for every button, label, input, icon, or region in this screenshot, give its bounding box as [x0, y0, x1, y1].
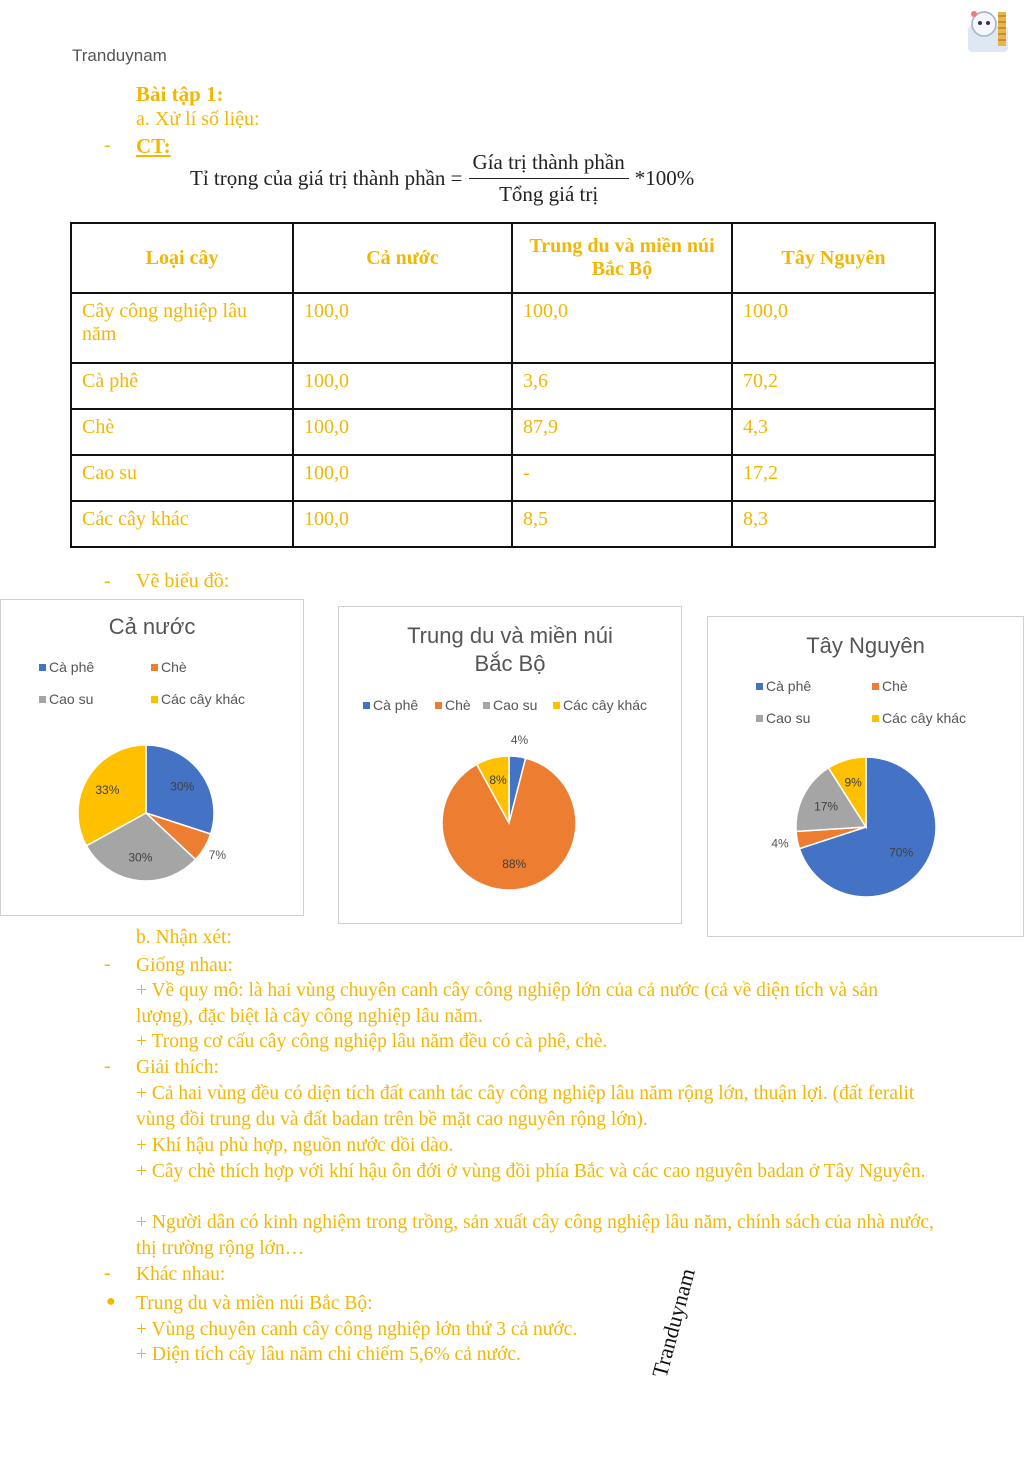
- data-label: 30%: [170, 779, 195, 794]
- legend-label: Chè: [445, 697, 471, 713]
- table-cell: Cây công nghiệp lâu năm: [71, 293, 293, 363]
- table-cell: Cao su: [71, 455, 293, 501]
- legend-label: Các cây khác: [161, 691, 246, 707]
- legend-swatch: [756, 715, 763, 722]
- pie-chart-svg: [1, 600, 303, 915]
- legend-label: Chè: [161, 659, 187, 675]
- formula-numerator: Gía trị thành phần: [469, 150, 629, 179]
- table-row: [71, 363, 935, 409]
- table-cell: 100,0: [293, 455, 512, 501]
- draw-chart-label: Vẽ biểu đồ:: [136, 570, 230, 592]
- region-point-1: + Vùng chuyên canh cây công nghiệp lớn thứ 3 cả nước.: [136, 1319, 578, 1340]
- chart-title: Tây Nguyên: [806, 633, 925, 658]
- table-cell: 70,2: [732, 363, 935, 409]
- table-row: [71, 293, 935, 363]
- legend-swatch: [151, 664, 158, 671]
- data-label: 88%: [502, 857, 527, 872]
- pie-chart-svg: [339, 607, 681, 923]
- pie-chart-svg: [708, 617, 1023, 936]
- legend-label: Cao su: [766, 710, 811, 726]
- legend-swatch: [553, 702, 560, 709]
- formula: [190, 150, 694, 207]
- similar-point-2: + Trong cơ cấu cây công nghiệp lâu năm đều có cà phê, chè.: [136, 1031, 608, 1052]
- formula-lhs: Tỉ trọng của giá trị thành phần =: [190, 166, 463, 190]
- legend-swatch: [872, 715, 879, 722]
- legend-label: Cà phê: [373, 697, 419, 713]
- table-cell: Chè: [71, 409, 293, 455]
- legend-label: Cao su: [493, 697, 538, 713]
- similar-point-1: + Về quy mô: là hai vùng chuyên canh cây công nghiệp lớn của cả nước (cả về diện tích và sản lượng), đặc biệt là cây công nghiệp lâu năm.: [136, 980, 878, 1027]
- explain-point-2: + Khí hậu phù hợp, nguồn nước dồi dào.: [136, 1135, 454, 1156]
- table-header-row: [71, 223, 935, 293]
- formula-rhs: *100%: [634, 166, 695, 190]
- table-cell: 100,0: [512, 293, 732, 363]
- explain-point-3: + Cây chè thích hợp với khí hậu ôn đới ở vùng đồi phía Bắc và các cao nguyên badan ở Tây Nguyên.: [136, 1161, 926, 1182]
- table-header: Loại cây: [71, 223, 293, 293]
- bullet-icon: ●: [106, 1293, 116, 1310]
- table-header: Tây Nguyên: [732, 223, 935, 293]
- part-a-heading: a. Xử lí số liệu:: [136, 108, 260, 130]
- mascot-logo: [962, 6, 1014, 54]
- legend-swatch: [363, 702, 370, 709]
- data-label: 4%: [510, 732, 529, 747]
- legend-swatch: [151, 696, 158, 703]
- legend-label: Chè: [882, 678, 908, 694]
- legend-label: Cao su: [49, 691, 94, 707]
- data-label: 30%: [128, 850, 153, 865]
- data-table: [70, 222, 936, 548]
- legend-label: Cà phê: [49, 659, 95, 675]
- legend-label: Cà phê: [766, 678, 812, 694]
- chart-trung-du: [338, 606, 682, 924]
- chart-title: Cả nước: [108, 614, 196, 639]
- diff-heading: Khác nhau:: [136, 1264, 226, 1285]
- table-cell: 100,0: [293, 409, 512, 455]
- ct-dash: -: [104, 134, 111, 156]
- chart-tay-nguyen: [707, 616, 1024, 937]
- table-row: [71, 501, 935, 547]
- table-cell: 100,0: [732, 293, 935, 363]
- legend-label: Các cây khác: [563, 697, 648, 713]
- explain-heading: Giải thích:: [136, 1057, 219, 1078]
- part-b-heading: b. Nhận xét:: [136, 927, 232, 948]
- data-label: 9%: [844, 775, 862, 790]
- chart-ca-nuoc: [0, 599, 304, 916]
- data-label: 70%: [889, 845, 914, 860]
- explain-point-4: + Người dân có kinh nghiệm trong trồng, sản xuất cây công nghiệp lâu năm, chính sách của nhà nước, thị trường rộng lớn…: [136, 1212, 934, 1259]
- table-cell: 100,0: [293, 363, 512, 409]
- dash: -: [104, 953, 111, 975]
- region-heading: Trung du và miền núi Bắc Bộ:: [136, 1293, 373, 1314]
- dash: -: [104, 1055, 111, 1077]
- table-header: Cả nước: [293, 223, 512, 293]
- legend-swatch: [872, 683, 879, 690]
- table-header: Trung du và miền núi Bắc Bộ: [512, 223, 732, 293]
- table-cell: Cà phê: [71, 363, 293, 409]
- chart-title: Bắc Bộ: [474, 651, 546, 676]
- formula-denominator: Tổng giá trị: [499, 182, 599, 206]
- region-point-2: + Diện tích cây lâu năm chỉ chiếm 5,6% cả nước.: [136, 1344, 521, 1365]
- table-cell: 87,9: [512, 409, 732, 455]
- legend-swatch: [483, 702, 490, 709]
- legend-label: Các cây khác: [882, 710, 967, 726]
- signature: Tranduynam: [646, 1265, 700, 1381]
- table-cell: Các cây khác: [71, 501, 293, 547]
- formula-fraction: [469, 150, 629, 207]
- author-name: Tranduynam: [72, 46, 167, 65]
- data-label: 7%: [208, 848, 227, 863]
- table-cell: 100,0: [293, 293, 512, 363]
- legend-swatch: [39, 696, 46, 703]
- data-label: 8%: [489, 773, 507, 788]
- ct-label: CT:: [136, 134, 171, 158]
- legend-swatch: [39, 664, 46, 671]
- table-row: [71, 455, 935, 501]
- exercise-title: Bài tập 1:: [136, 82, 224, 106]
- draw-dash: -: [104, 570, 111, 592]
- table-cell: 8,3: [732, 501, 935, 547]
- data-label: 4%: [771, 836, 789, 851]
- data-label: 33%: [95, 783, 120, 798]
- table-cell: 17,2: [732, 455, 935, 501]
- dash: -: [104, 1262, 111, 1284]
- data-label: 17%: [814, 799, 839, 814]
- table-cell: 100,0: [293, 501, 512, 547]
- chart-title: Trung du và miền núi: [407, 623, 613, 648]
- table-cell: 8,5: [512, 501, 732, 547]
- explain-point-1: + Cả hai vùng đều có diện tích đất canh tác cây công nghiệp lâu năm rộng lớn, thuận lợi. (đất feralit vùng đồi trung du và đất badan trên bề mặt cao nguyên rộng lớn).: [136, 1083, 915, 1130]
- similar-heading: Giống nhau:: [136, 955, 233, 976]
- table-cell: 3,6: [512, 363, 732, 409]
- table-row: [71, 409, 935, 455]
- legend-swatch: [435, 702, 442, 709]
- legend-swatch: [756, 683, 763, 690]
- table-cell: 4,3: [732, 409, 935, 455]
- table-cell: -: [512, 455, 732, 501]
